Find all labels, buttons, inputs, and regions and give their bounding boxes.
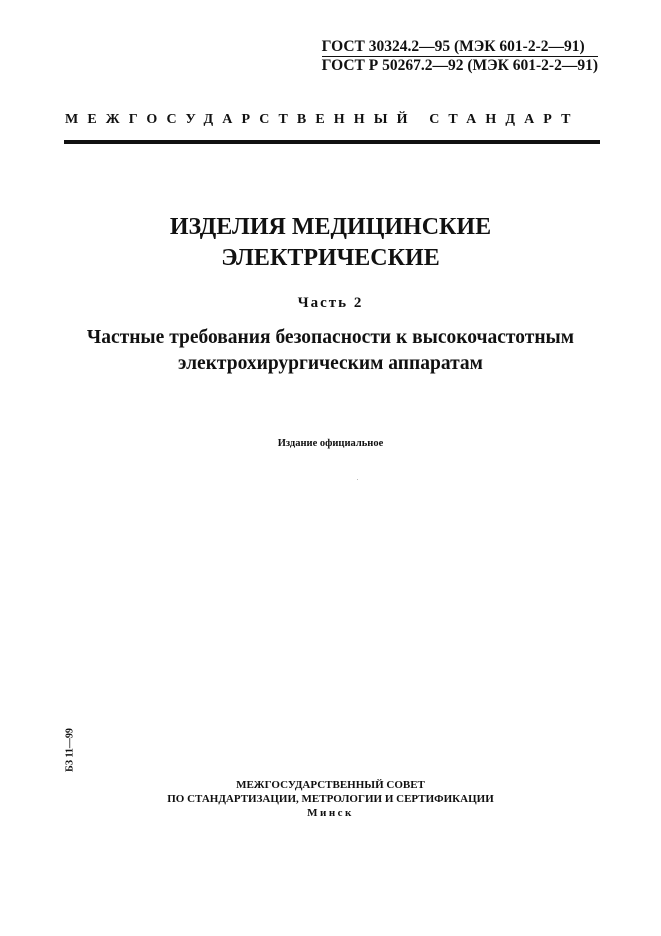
- main-title: [0, 212, 661, 274]
- main-title-line-1: ИЗДЕЛИЯ МЕДИЦИНСКИЕ: [169, 214, 492, 240]
- subtitle-line-2: электрохирургическим аппаратам: [178, 353, 483, 374]
- publisher-footer: [0, 778, 661, 820]
- publisher-city: Минск: [307, 807, 354, 819]
- part-label: Часть 2: [297, 295, 364, 311]
- gost-designation-secondary: ГОСТ Р 50267.2—92 (МЭК 601-2-2—91): [321, 57, 598, 74]
- subtitle-line-1: Частные требования безопасности к высокочастотным: [86, 327, 575, 348]
- gost-designation-block: [322, 38, 598, 75]
- publisher-line-1: МЕЖГОСУДАРСТВЕННЫЙ СОВЕТ: [236, 779, 425, 791]
- edition-note: Издание официальное: [277, 438, 384, 449]
- main-title-line-2: ЭЛЕКТРИЧЕСКИЕ: [221, 245, 440, 271]
- publisher-line-2: ПО СТАНДАРТИЗАЦИИ, МЕТРОЛОГИИ И СЕРТИФИКАЦИИ: [167, 793, 494, 805]
- subtitle: [0, 325, 661, 377]
- scan-speck: [357, 479, 358, 480]
- standard-type-heading: МЕЖГОСУДАРСТВЕННЫЙ СТАНДАРТ: [65, 112, 580, 127]
- gost-designation-primary: ГОСТ 30324.2—95 (МЭК 601-2-2—91): [322, 38, 598, 57]
- heading-divider: [64, 140, 600, 144]
- side-code-vertical: БЗ 11—99: [64, 728, 76, 772]
